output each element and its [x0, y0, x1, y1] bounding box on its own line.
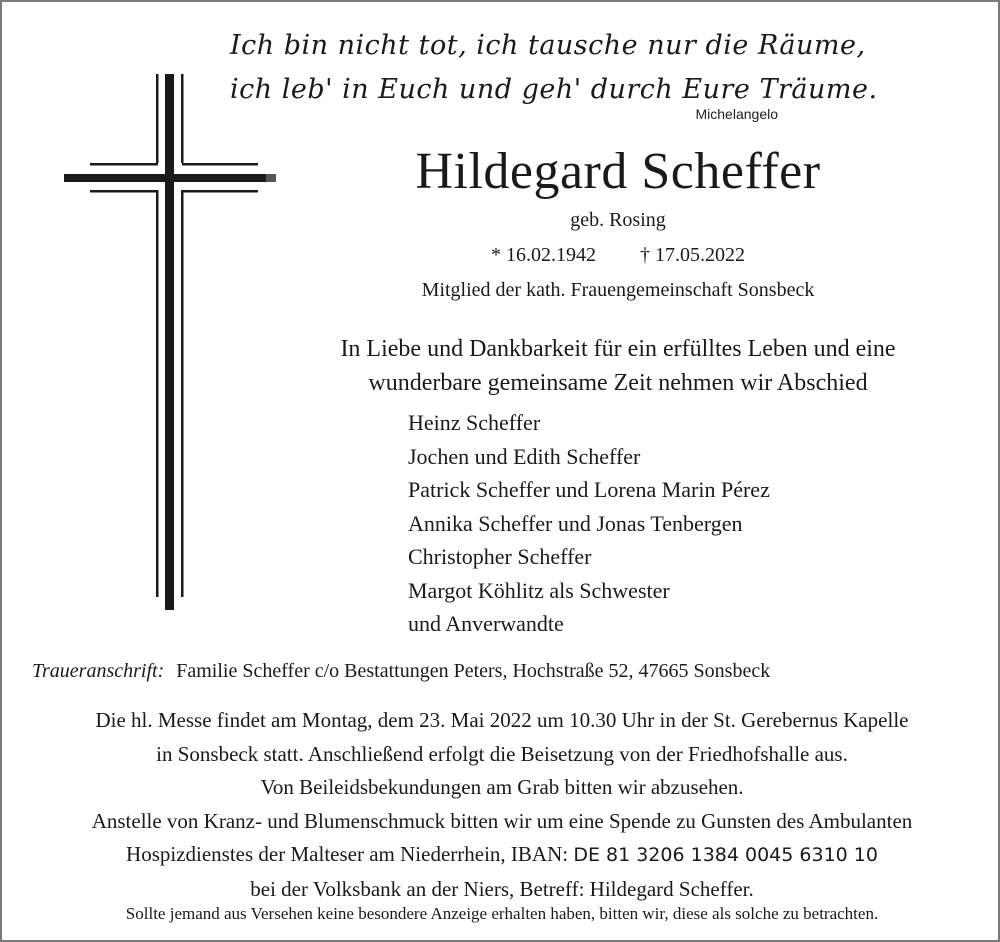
notice-line-1: Die hl. Messe findet am Montag, dem 23. Mai 2022 um 10.30 Uhr in der St. Gerebernus Kapelle — [95, 708, 909, 732]
iban: DE 81 3206 1384 0045 6310 10 — [573, 844, 878, 866]
address-label: Traueranschrift: — [32, 660, 165, 682]
membership: Mitglied der kath. Frauengemeinschaft Sonsbeck — [421, 279, 815, 301]
dedication — [242, 332, 994, 400]
mourner: Margot Köhlitz als Schwester — [408, 577, 670, 603]
maiden-name: geb. Rosing — [570, 209, 666, 231]
notice-line-6: bei der Volksbank an der Niers, Betreff: Hildegard Scheffer. — [250, 876, 754, 901]
dedication-line-2: wunderbare gemeinsame Zeit nehmen wir Abschied — [368, 370, 868, 396]
mourner: Patrick Scheffer und Lorena Marin Pérez — [408, 477, 770, 502]
quote-author: Michelangelo — [695, 106, 778, 122]
mourner: Annika Scheffer und Jonas Tenbergen — [408, 510, 743, 536]
mourner: Jochen und Edith Scheffer — [408, 443, 641, 469]
notice-line-2: in Sonsbeck statt. Anschließend erfolgt die Beisetzung von der Friedhofshalle aus. — [156, 741, 848, 766]
notice-line-3: Von Beileidsbekundungen am Grab bitten wir abzusehen. — [260, 775, 744, 799]
mourning-address — [32, 660, 770, 683]
mourners-list — [408, 406, 770, 641]
service-notice — [12, 704, 992, 906]
quote — [230, 24, 878, 112]
quote-line-1: Ich bin nicht tot, ich tausche nur die Räume, — [230, 30, 866, 61]
death-date: † 17.05.2022 — [640, 244, 745, 266]
mourner: Heinz Scheffer — [408, 410, 541, 435]
dedication-line-1: In Liebe und Dankbarkeit für ein erfülltes Leben und eine — [340, 336, 896, 362]
address-value: Familie Scheffer c/o Bestattungen Peters, Hochstraße 52, 47665 Sonsbeck — [176, 660, 771, 682]
mourner: und Anverwandte — [408, 611, 564, 636]
deceased-name: Hildegard Scheffer — [415, 143, 821, 200]
birth-date: * 16.02.1942 — [491, 244, 596, 266]
notice-line-4: Anstelle von Kranz- und Blumenschmuck bitten wir um eine Spende zu Gunsten des Ambulanten — [91, 808, 913, 833]
mourner: Christopher Scheffer — [408, 544, 592, 569]
quote-line-2: ich leb' in Euch und geh' durch Eure Träume. — [230, 74, 878, 105]
notice-line-5-text: Hospizdienstes der Malteser am Niederrhein, IBAN: — [126, 842, 574, 866]
footer-note: Sollte jemand aus Versehen keine besondere Anzeige erhalten haben, bitten wir, diese als solche zu betrachten. — [125, 904, 879, 923]
life-dates — [302, 244, 934, 267]
notice-line-5 — [12, 838, 992, 873]
